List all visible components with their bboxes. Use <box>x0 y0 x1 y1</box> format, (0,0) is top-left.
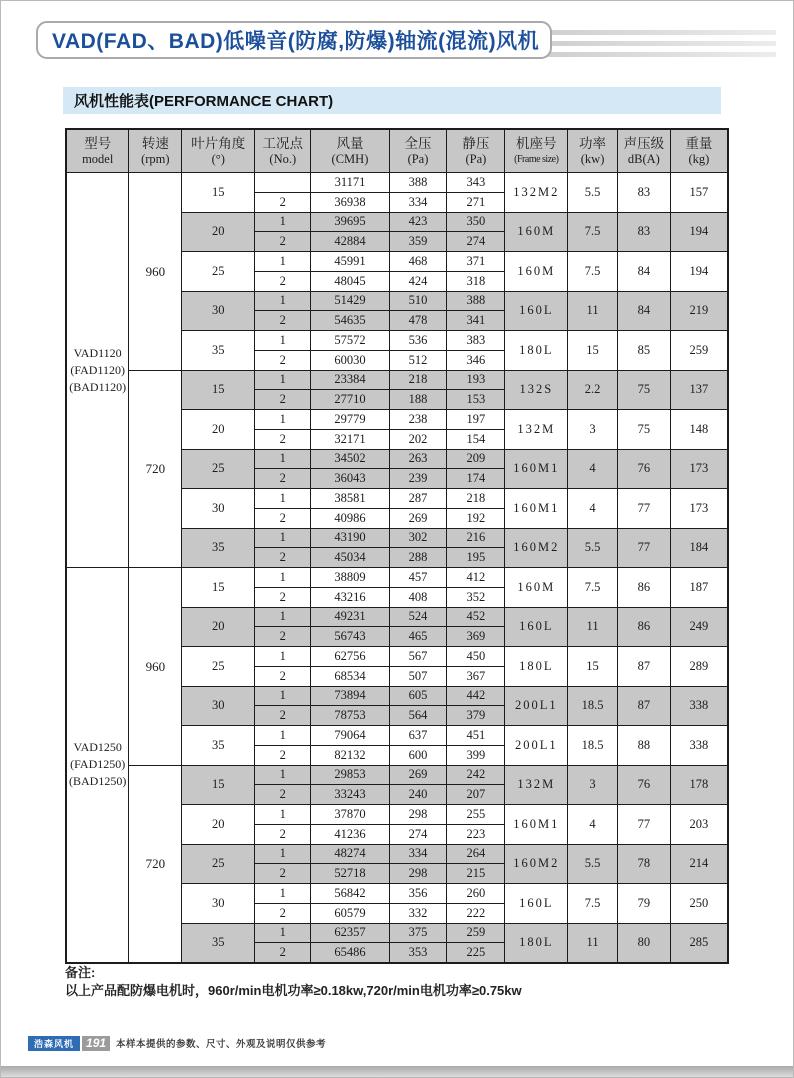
airflow-cell: 38809 <box>311 568 389 588</box>
power-cell: 15 <box>568 647 618 687</box>
noise-level-cell: 79 <box>617 884 670 924</box>
section-title: 风机性能表(PERFORMANCE CHART) <box>74 93 334 110</box>
point-cell: 1 <box>255 212 311 232</box>
airflow-cell: 56842 <box>311 884 389 904</box>
point-cell: 1 <box>255 291 311 311</box>
weight-cell: 194 <box>670 252 728 292</box>
page-footer <box>28 1035 326 1051</box>
table-body <box>66 173 728 963</box>
total-pressure-cell: 567 <box>389 647 447 667</box>
static-pressure-cell: 260 <box>447 884 505 904</box>
rpm-cell: 720 <box>129 370 182 568</box>
static-pressure-cell: 192 <box>447 508 505 528</box>
power-cell: 2.2 <box>568 370 618 410</box>
noise-level-cell: 76 <box>617 449 670 489</box>
table-row <box>66 173 728 193</box>
frame-size-cell: 160M2 <box>505 844 568 884</box>
angle-cell: 30 <box>182 489 255 529</box>
airflow-cell: 45991 <box>311 252 389 272</box>
noise-level-cell: 85 <box>617 331 670 371</box>
col-header-total-pressure: 全压 (Pa) <box>389 129 447 173</box>
table-row <box>66 370 728 390</box>
power-cell: 18.5 <box>568 686 618 726</box>
power-cell: 7.5 <box>568 884 618 924</box>
point-cell: 1 <box>255 805 311 825</box>
col-header-static-pressure: 静压 (Pa) <box>447 129 505 173</box>
frame-size-cell: 200L1 <box>505 726 568 766</box>
header-stripe <box>546 30 776 35</box>
total-pressure-cell: 239 <box>389 469 447 489</box>
total-pressure-cell: 302 <box>389 528 447 548</box>
point-cell: 2 <box>255 706 311 726</box>
point-cell: 2 <box>255 350 311 370</box>
airflow-cell: 48274 <box>311 844 389 864</box>
page-number: 191 <box>82 1036 110 1051</box>
weight-cell: 187 <box>670 568 728 608</box>
total-pressure-cell: 238 <box>389 410 447 430</box>
total-pressure-cell: 600 <box>389 745 447 765</box>
power-cell: 11 <box>568 923 618 963</box>
frame-size-cell: 160M <box>505 212 568 252</box>
airflow-cell: 32171 <box>311 429 389 449</box>
frame-size-cell: 132M <box>505 410 568 450</box>
static-pressure-cell: 259 <box>447 923 505 943</box>
weight-cell: 249 <box>670 607 728 647</box>
total-pressure-cell: 637 <box>389 726 447 746</box>
col-header-model: 型号 model <box>66 129 129 173</box>
point-cell: 2 <box>255 903 311 923</box>
col-header-rpm: 转速 (rpm) <box>129 129 182 173</box>
static-pressure-cell: 379 <box>447 706 505 726</box>
frame-size-cell: 132M <box>505 765 568 805</box>
page-title-box <box>36 21 552 59</box>
angle-cell: 35 <box>182 331 255 371</box>
point-cell: 2 <box>255 469 311 489</box>
total-pressure-cell: 332 <box>389 903 447 923</box>
airflow-cell: 82132 <box>311 745 389 765</box>
total-pressure-cell: 188 <box>389 390 447 410</box>
static-pressure-cell: 451 <box>447 726 505 746</box>
noise-level-cell: 76 <box>617 765 670 805</box>
airflow-cell: 31171 <box>311 173 389 193</box>
weight-cell: 219 <box>670 291 728 331</box>
weight-cell: 289 <box>670 647 728 687</box>
total-pressure-cell: 423 <box>389 212 447 232</box>
noise-level-cell: 84 <box>617 252 670 292</box>
power-cell: 3 <box>568 765 618 805</box>
weight-cell: 250 <box>670 884 728 924</box>
point-cell: 2 <box>255 429 311 449</box>
static-pressure-cell: 174 <box>447 469 505 489</box>
airflow-cell: 60579 <box>311 903 389 923</box>
total-pressure-cell: 274 <box>389 824 447 844</box>
angle-cell: 35 <box>182 923 255 963</box>
angle-cell: 15 <box>182 568 255 608</box>
static-pressure-cell: 193 <box>447 370 505 390</box>
notes-text: 以上产品配防爆电机时，960r/min电机功率≥0.18kw,720r/min电机功率≥0.75kw <box>65 983 522 998</box>
total-pressure-cell: 465 <box>389 627 447 647</box>
angle-cell: 35 <box>182 726 255 766</box>
point-cell: 2 <box>255 864 311 884</box>
angle-cell: 25 <box>182 647 255 687</box>
airflow-cell: 36938 <box>311 192 389 212</box>
point-cell: 2 <box>255 311 311 331</box>
model-cell: VAD1120 (FAD1120) (BAD1120) <box>66 173 129 568</box>
page-title: VAD(FAD、BAD)低噪音(防腐,防爆)轴流(混流)风机 <box>52 30 540 53</box>
notes-block <box>65 964 522 1000</box>
weight-cell: 214 <box>670 844 728 884</box>
col-header-frame: 机座号 (Frame size) <box>505 129 568 173</box>
angle-cell: 20 <box>182 805 255 845</box>
airflow-cell: 23384 <box>311 370 389 390</box>
weight-cell: 338 <box>670 686 728 726</box>
total-pressure-cell: 536 <box>389 331 447 351</box>
power-cell: 4 <box>568 489 618 529</box>
airflow-cell: 79064 <box>311 726 389 746</box>
total-pressure-cell: 408 <box>389 587 447 607</box>
airflow-cell: 38581 <box>311 489 389 509</box>
total-pressure-cell: 334 <box>389 192 447 212</box>
static-pressure-cell: 383 <box>447 331 505 351</box>
airflow-cell: 29779 <box>311 410 389 430</box>
performance-table <box>65 128 729 964</box>
noise-level-cell: 80 <box>617 923 670 963</box>
noise-level-cell: 83 <box>617 212 670 252</box>
angle-cell: 20 <box>182 607 255 647</box>
weight-cell: 203 <box>670 805 728 845</box>
col-header-power: 功率 (kw) <box>568 129 618 173</box>
point-cell: 2 <box>255 587 311 607</box>
col-header-airflow: 风量 (CMH) <box>311 129 389 173</box>
static-pressure-cell: 225 <box>447 943 505 963</box>
total-pressure-cell: 359 <box>389 232 447 252</box>
total-pressure-cell: 512 <box>389 350 447 370</box>
total-pressure-cell: 457 <box>389 568 447 588</box>
angle-cell: 30 <box>182 686 255 726</box>
weight-cell: 259 <box>670 331 728 371</box>
point-cell <box>255 173 311 193</box>
power-cell: 5.5 <box>568 844 618 884</box>
angle-cell: 25 <box>182 449 255 489</box>
total-pressure-cell: 375 <box>389 923 447 943</box>
frame-size-cell: 180L <box>505 331 568 371</box>
static-pressure-cell: 197 <box>447 410 505 430</box>
static-pressure-cell: 352 <box>447 587 505 607</box>
noise-level-cell: 84 <box>617 291 670 331</box>
airflow-cell: 48045 <box>311 271 389 291</box>
point-cell: 1 <box>255 370 311 390</box>
model-cell: VAD1250 (FAD1250) (BAD1250) <box>66 568 129 963</box>
frame-size-cell: 160M <box>505 252 568 292</box>
static-pressure-cell: 271 <box>447 192 505 212</box>
notes-label: 备注: <box>65 965 96 980</box>
airflow-cell: 57572 <box>311 331 389 351</box>
angle-cell: 25 <box>182 252 255 292</box>
weight-cell: 194 <box>670 212 728 252</box>
bottom-edge-bar <box>1 1066 793 1077</box>
static-pressure-cell: 223 <box>447 824 505 844</box>
point-cell: 1 <box>255 410 311 430</box>
point-cell: 1 <box>255 252 311 272</box>
total-pressure-cell: 240 <box>389 785 447 805</box>
power-cell: 5.5 <box>568 173 618 213</box>
static-pressure-cell: 412 <box>447 568 505 588</box>
point-cell: 1 <box>255 686 311 706</box>
point-cell: 2 <box>255 785 311 805</box>
airflow-cell: 27710 <box>311 390 389 410</box>
power-cell: 11 <box>568 607 618 647</box>
angle-cell: 25 <box>182 844 255 884</box>
airflow-cell: 51429 <box>311 291 389 311</box>
static-pressure-cell: 195 <box>447 548 505 568</box>
noise-level-cell: 87 <box>617 686 670 726</box>
airflow-cell: 45034 <box>311 548 389 568</box>
total-pressure-cell: 269 <box>389 508 447 528</box>
total-pressure-cell: 524 <box>389 607 447 627</box>
rpm-cell: 720 <box>129 765 182 963</box>
airflow-cell: 41236 <box>311 824 389 844</box>
total-pressure-cell: 388 <box>389 173 447 193</box>
static-pressure-cell: 341 <box>447 311 505 331</box>
brand-logo: 浩森风机 <box>28 1036 80 1051</box>
weight-cell: 338 <box>670 726 728 766</box>
airflow-cell: 68534 <box>311 666 389 686</box>
static-pressure-cell: 209 <box>447 449 505 469</box>
point-cell: 2 <box>255 508 311 528</box>
point-cell: 2 <box>255 943 311 963</box>
static-pressure-cell: 350 <box>447 212 505 232</box>
static-pressure-cell: 216 <box>447 528 505 548</box>
power-cell: 7.5 <box>568 212 618 252</box>
point-cell: 1 <box>255 844 311 864</box>
total-pressure-cell: 288 <box>389 548 447 568</box>
airflow-cell: 60030 <box>311 350 389 370</box>
airflow-cell: 37870 <box>311 805 389 825</box>
point-cell: 1 <box>255 607 311 627</box>
total-pressure-cell: 564 <box>389 706 447 726</box>
airflow-cell: 39695 <box>311 212 389 232</box>
frame-size-cell: 160M1 <box>505 449 568 489</box>
airflow-cell: 73894 <box>311 686 389 706</box>
static-pressure-cell: 264 <box>447 844 505 864</box>
power-cell: 3 <box>568 410 618 450</box>
total-pressure-cell: 424 <box>389 271 447 291</box>
total-pressure-cell: 218 <box>389 370 447 390</box>
frame-size-cell: 160L <box>505 884 568 924</box>
col-header-point: 工况点 (No.) <box>255 129 311 173</box>
static-pressure-cell: 222 <box>447 903 505 923</box>
static-pressure-cell: 442 <box>447 686 505 706</box>
point-cell: 1 <box>255 568 311 588</box>
point-cell: 1 <box>255 726 311 746</box>
power-cell: 7.5 <box>568 568 618 608</box>
col-header-noise: 声压级 dB(A) <box>617 129 670 173</box>
noise-level-cell: 77 <box>617 528 670 568</box>
rpm-cell: 960 <box>129 568 182 766</box>
frame-size-cell: 160M1 <box>505 489 568 529</box>
airflow-cell: 29853 <box>311 765 389 785</box>
static-pressure-cell: 154 <box>447 429 505 449</box>
airflow-cell: 43190 <box>311 528 389 548</box>
footer-disclaimer: 本样本提供的参数、尺寸、外观及说明仅供参考 <box>116 1039 327 1050</box>
col-header-angle: 叶片角度 (°) <box>182 129 255 173</box>
weight-cell: 184 <box>670 528 728 568</box>
weight-cell: 285 <box>670 923 728 963</box>
col-header-weight: 重量 (kg) <box>670 129 728 173</box>
weight-cell: 173 <box>670 449 728 489</box>
weight-cell: 137 <box>670 370 728 410</box>
airflow-cell: 49231 <box>311 607 389 627</box>
static-pressure-cell: 153 <box>447 390 505 410</box>
point-cell: 2 <box>255 745 311 765</box>
static-pressure-cell: 274 <box>447 232 505 252</box>
weight-cell: 148 <box>670 410 728 450</box>
airflow-cell: 34502 <box>311 449 389 469</box>
noise-level-cell: 77 <box>617 805 670 845</box>
total-pressure-cell: 478 <box>389 311 447 331</box>
airflow-cell: 78753 <box>311 706 389 726</box>
static-pressure-cell: 242 <box>447 765 505 785</box>
table-row <box>66 568 728 588</box>
total-pressure-cell: 263 <box>389 449 447 469</box>
total-pressure-cell: 468 <box>389 252 447 272</box>
airflow-cell: 36043 <box>311 469 389 489</box>
noise-level-cell: 87 <box>617 647 670 687</box>
noise-level-cell: 78 <box>617 844 670 884</box>
power-cell: 4 <box>568 805 618 845</box>
noise-level-cell: 77 <box>617 489 670 529</box>
power-cell: 18.5 <box>568 726 618 766</box>
header-stripe <box>546 52 776 57</box>
airflow-cell: 62357 <box>311 923 389 943</box>
point-cell: 2 <box>255 666 311 686</box>
total-pressure-cell: 298 <box>389 805 447 825</box>
static-pressure-cell: 207 <box>447 785 505 805</box>
power-cell: 7.5 <box>568 252 618 292</box>
total-pressure-cell: 353 <box>389 943 447 963</box>
static-pressure-cell: 369 <box>447 627 505 647</box>
angle-cell: 30 <box>182 884 255 924</box>
point-cell: 1 <box>255 489 311 509</box>
section-title-bar <box>63 87 721 114</box>
table-row <box>66 765 728 785</box>
frame-size-cell: 200L1 <box>505 686 568 726</box>
point-cell: 2 <box>255 390 311 410</box>
point-cell: 1 <box>255 884 311 904</box>
weight-cell: 178 <box>670 765 728 805</box>
total-pressure-cell: 269 <box>389 765 447 785</box>
static-pressure-cell: 388 <box>447 291 505 311</box>
static-pressure-cell: 367 <box>447 666 505 686</box>
angle-cell: 20 <box>182 410 255 450</box>
noise-level-cell: 86 <box>617 607 670 647</box>
point-cell: 1 <box>255 331 311 351</box>
frame-size-cell: 160L <box>505 607 568 647</box>
noise-level-cell: 75 <box>617 370 670 410</box>
static-pressure-cell: 452 <box>447 607 505 627</box>
total-pressure-cell: 334 <box>389 844 447 864</box>
static-pressure-cell: 215 <box>447 864 505 884</box>
rpm-cell: 960 <box>129 173 182 371</box>
noise-level-cell: 75 <box>617 410 670 450</box>
point-cell: 2 <box>255 271 311 291</box>
point-cell: 2 <box>255 232 311 252</box>
point-cell: 2 <box>255 192 311 212</box>
frame-size-cell: 180L <box>505 923 568 963</box>
frame-size-cell: 160M1 <box>505 805 568 845</box>
noise-level-cell: 88 <box>617 726 670 766</box>
point-cell: 1 <box>255 449 311 469</box>
power-cell: 11 <box>568 291 618 331</box>
static-pressure-cell: 371 <box>447 252 505 272</box>
frame-size-cell: 132M2 <box>505 173 568 213</box>
point-cell: 2 <box>255 548 311 568</box>
total-pressure-cell: 507 <box>389 666 447 686</box>
power-cell: 15 <box>568 331 618 371</box>
airflow-cell: 43216 <box>311 587 389 607</box>
angle-cell: 15 <box>182 173 255 213</box>
angle-cell: 15 <box>182 370 255 410</box>
weight-cell: 173 <box>670 489 728 529</box>
static-pressure-cell: 218 <box>447 489 505 509</box>
angle-cell: 30 <box>182 291 255 331</box>
static-pressure-cell: 318 <box>447 271 505 291</box>
angle-cell: 20 <box>182 212 255 252</box>
total-pressure-cell: 510 <box>389 291 447 311</box>
table-header <box>66 129 728 173</box>
frame-size-cell: 132S <box>505 370 568 410</box>
point-cell: 1 <box>255 765 311 785</box>
total-pressure-cell: 605 <box>389 686 447 706</box>
point-cell: 1 <box>255 647 311 667</box>
total-pressure-cell: 287 <box>389 489 447 509</box>
airflow-cell: 56743 <box>311 627 389 647</box>
frame-size-cell: 180L <box>505 647 568 687</box>
static-pressure-cell: 450 <box>447 647 505 667</box>
frame-size-cell: 160M <box>505 568 568 608</box>
point-cell: 2 <box>255 627 311 647</box>
static-pressure-cell: 255 <box>447 805 505 825</box>
noise-level-cell: 86 <box>617 568 670 608</box>
airflow-cell: 65486 <box>311 943 389 963</box>
total-pressure-cell: 298 <box>389 864 447 884</box>
angle-cell: 35 <box>182 528 255 568</box>
frame-size-cell: 160L <box>505 291 568 331</box>
point-cell: 1 <box>255 923 311 943</box>
frame-size-cell: 160M2 <box>505 528 568 568</box>
static-pressure-cell: 399 <box>447 745 505 765</box>
airflow-cell: 54635 <box>311 311 389 331</box>
noise-level-cell: 83 <box>617 173 670 213</box>
static-pressure-cell: 346 <box>447 350 505 370</box>
total-pressure-cell: 202 <box>389 429 447 449</box>
static-pressure-cell: 343 <box>447 173 505 193</box>
point-cell: 1 <box>255 528 311 548</box>
airflow-cell: 62756 <box>311 647 389 667</box>
airflow-cell: 42884 <box>311 232 389 252</box>
airflow-cell: 33243 <box>311 785 389 805</box>
header-stripe <box>546 41 776 46</box>
power-cell: 5.5 <box>568 528 618 568</box>
airflow-cell: 40986 <box>311 508 389 528</box>
total-pressure-cell: 356 <box>389 884 447 904</box>
power-cell: 4 <box>568 449 618 489</box>
point-cell: 2 <box>255 824 311 844</box>
angle-cell: 15 <box>182 765 255 805</box>
weight-cell: 157 <box>670 173 728 213</box>
airflow-cell: 52718 <box>311 864 389 884</box>
